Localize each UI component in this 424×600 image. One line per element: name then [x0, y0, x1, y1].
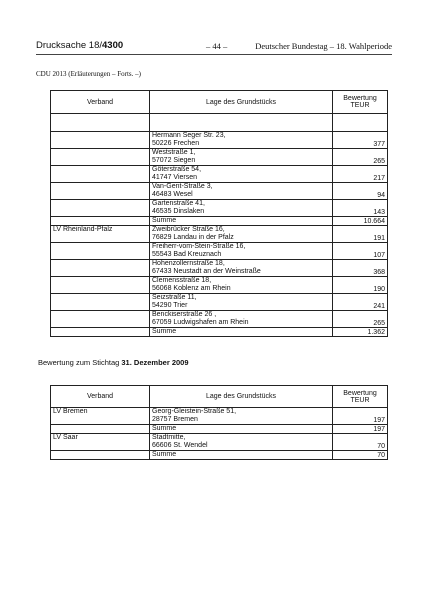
address-line-1: Summe [152, 328, 177, 335]
address-line-1: Summe [152, 217, 177, 224]
address-cell [150, 132, 333, 149]
verband-cell [51, 294, 150, 311]
property-table-2 [50, 385, 388, 460]
value-cell: 368 [333, 260, 388, 277]
verband-cell [51, 183, 150, 200]
address-line-2: 66606 St. Wendel [152, 442, 208, 449]
address-line-2: 55543 Bad Kreuznach [152, 251, 222, 258]
value-cell: 265 [333, 149, 388, 166]
section-2-title: Bewertung zum Stichtag 31. Dezember 2009 [38, 358, 189, 367]
col-lage: Lage des Grundstücks [150, 91, 333, 114]
address-cell [150, 200, 333, 217]
table-row [51, 328, 388, 337]
table-row [51, 183, 388, 200]
table-row [51, 294, 388, 311]
col-lage: Lage des Grundstücks [150, 386, 333, 408]
doc-number-bold: 4300 [102, 40, 124, 51]
verband-cell: LV Bremen [51, 408, 150, 425]
address-line-1: Seizstraße 11, [152, 294, 197, 301]
verband-cell [51, 166, 150, 183]
value-cell: 190 [333, 277, 388, 294]
value-cell: 217 [333, 166, 388, 183]
address-line-1: Clemensstraße 18, [152, 277, 212, 284]
address-line-2: 50226 Frechen [152, 140, 200, 147]
table-row [51, 226, 388, 243]
address-line-1: Van-Gent-Straße 3, [152, 183, 213, 190]
address-line-1: Weststraße 1, [152, 149, 196, 156]
value-cell: 94 [333, 183, 388, 200]
table-row [51, 132, 388, 149]
address-line-1: Summe [152, 451, 177, 458]
verband-cell [51, 132, 150, 149]
value-cell: 70 [333, 451, 388, 460]
value-cell: 197 [333, 408, 388, 425]
value-cell: 197 [333, 425, 388, 434]
address-line-1: Hermann Seger Str. 23, [152, 132, 226, 139]
value-cell: 265 [333, 311, 388, 328]
address-line-1: Zweibrücker Straße 16, [152, 226, 225, 233]
address-cell [150, 226, 333, 243]
table-row [51, 451, 388, 460]
verband-cell [51, 260, 150, 277]
verband-cell [51, 243, 150, 260]
value-cell: 1.362 [333, 328, 388, 337]
address-line-1: Summe [152, 425, 177, 432]
table-row [51, 166, 388, 183]
address-cell [150, 294, 333, 311]
address-line-2: 67059 Ludwigshafen am Rhein [152, 319, 249, 326]
verband-cell [51, 328, 150, 337]
page-number: – 44 – [206, 41, 228, 51]
address-cell [150, 277, 333, 294]
address-line-2: 41747 Viersen [152, 174, 198, 181]
verband-cell [51, 217, 150, 226]
table-header-row [51, 91, 388, 114]
address-cell [150, 243, 333, 260]
verband-cell [51, 149, 150, 166]
table-row [51, 408, 388, 425]
table-header-row [51, 386, 388, 408]
address-cell [150, 408, 333, 425]
address-cell [150, 183, 333, 200]
table-row [51, 243, 388, 260]
address-cell [150, 434, 333, 451]
address-cell [150, 311, 333, 328]
address-line-1: Stadtmitte, [152, 434, 186, 441]
address-line-1: Göterstraße 54, [152, 166, 202, 173]
verband-cell: LV Rheinland-Pfalz [51, 226, 150, 243]
value-cell: 10.664 [333, 217, 388, 226]
value-cell: 70 [333, 434, 388, 451]
col-verband: Verband [51, 91, 150, 114]
address-line-2: 56068 Koblenz am Rhein [152, 285, 231, 292]
address-line-2: 57072 Siegen [152, 157, 196, 164]
value-cell: 241 [333, 294, 388, 311]
address-line-2: 28757 Bremen [152, 416, 198, 423]
table-row [51, 200, 388, 217]
value-cell: 143 [333, 200, 388, 217]
page-header [36, 40, 392, 55]
address-line-2: 67433 Neustadt an der Weinstraße [152, 268, 261, 275]
verband-cell: LV Saar [51, 434, 150, 451]
col-bewertung: Bewertung TEUR [333, 91, 388, 114]
address-line-2: 46535 Dinslaken [152, 208, 205, 215]
value-cell: 107 [333, 243, 388, 260]
value-cell: 191 [333, 226, 388, 243]
blank-row [51, 114, 388, 132]
address-line-2: 46483 Wesel [152, 191, 193, 198]
verband-cell [51, 200, 150, 217]
document-number [36, 40, 123, 51]
col-bewertung: Bewertung TEUR [333, 386, 388, 408]
verband-cell [51, 311, 150, 328]
address-cell [150, 149, 333, 166]
address-cell [150, 217, 333, 226]
verband-cell [51, 451, 150, 460]
address-line-1: Benckiserstraße 26 , [152, 311, 217, 318]
address-line-1: Gartenstraße 41, [152, 200, 205, 207]
parliament-label: Deutscher Bundestag – 18. Wahlperiode [255, 41, 392, 51]
address-line-2: 76829 Landau in der Pfalz [152, 234, 234, 241]
table-row [51, 149, 388, 166]
table-row [51, 434, 388, 451]
address-cell [150, 328, 333, 337]
address-line-1: Hohenzollernstraße 18, [152, 260, 225, 267]
verband-cell [51, 425, 150, 434]
address-cell [150, 166, 333, 183]
verband-cell [51, 277, 150, 294]
property-table-1 [50, 90, 388, 337]
table-row [51, 277, 388, 294]
section-subtitle: CDU 2013 (Erläuterungen – Forts. –) [36, 70, 141, 78]
doc-prefix: Drucksache 18/ [36, 40, 103, 51]
address-line-2: 54290 Trier [152, 302, 188, 309]
table-row [51, 260, 388, 277]
value-cell: 377 [333, 132, 388, 149]
address-cell [150, 451, 333, 460]
address-cell [150, 425, 333, 434]
address-cell [150, 260, 333, 277]
table-row [51, 425, 388, 434]
address-line-1: Freiherr-vom-Stein-Straße 16, [152, 243, 246, 250]
address-line-1: Georg-Gleistein-Straße 51, [152, 408, 237, 415]
col-verband: Verband [51, 386, 150, 408]
table-row [51, 217, 388, 226]
table-row [51, 311, 388, 328]
